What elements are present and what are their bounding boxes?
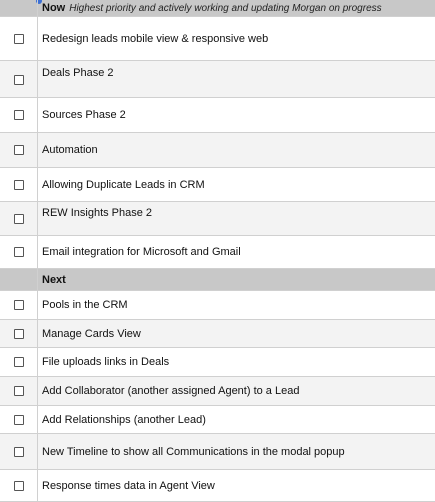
task-label: Add Collaborator (another assigned Agent) to a Lead	[42, 385, 300, 397]
task-label: New Timeline to show all Communications in the modal popup	[42, 446, 345, 458]
task-label: Email integration for Microsoft and Gmail	[42, 246, 241, 258]
task-label: REW Insights Phase 2	[42, 207, 153, 219]
task-row	[0, 434, 435, 470]
now-note: Highest priority and actively working and updating Morgan on progress	[69, 3, 382, 14]
task-checkbox[interactable]	[14, 481, 24, 491]
task-checkbox[interactable]	[14, 180, 24, 190]
header-blank-cell	[0, 0, 38, 16]
task-label: Redesign leads mobile view & responsive web	[42, 33, 269, 45]
task-checkbox[interactable]	[14, 415, 24, 425]
task-row	[0, 470, 435, 502]
task-checkbox[interactable]	[14, 214, 24, 224]
task-label: Response times data in Agent View	[42, 480, 215, 492]
task-checkbox[interactable]	[14, 329, 24, 339]
task-row	[0, 98, 435, 133]
task-row	[0, 202, 435, 236]
next-header-row	[0, 269, 435, 291]
now-header-cell	[38, 0, 435, 16]
task-row	[0, 348, 435, 377]
now-label: Now	[42, 2, 66, 14]
task-label: Automation	[42, 144, 98, 156]
task-checkbox[interactable]	[14, 34, 24, 44]
task-row	[0, 133, 435, 168]
task-label: Manage Cards View	[42, 328, 141, 340]
task-row	[0, 320, 435, 348]
task-checkbox[interactable]	[14, 447, 24, 457]
task-label: Pools in the CRM	[42, 299, 128, 311]
task-row	[0, 377, 435, 406]
task-checkbox[interactable]	[14, 75, 24, 85]
task-checkbox[interactable]	[14, 110, 24, 120]
task-label: File uploads links in Deals	[42, 356, 170, 368]
task-row	[0, 17, 435, 61]
task-row	[0, 406, 435, 434]
task-checkbox[interactable]	[14, 386, 24, 396]
task-checkbox[interactable]	[14, 145, 24, 155]
task-label: Allowing Duplicate Leads in CRM	[42, 179, 205, 191]
task-checkbox[interactable]	[14, 247, 24, 257]
now-header-row	[0, 0, 435, 17]
header-blank-cell	[0, 269, 38, 290]
task-row	[0, 61, 435, 98]
task-label: Sources Phase 2	[42, 109, 126, 121]
task-label: Deals Phase 2	[42, 67, 114, 79]
next-header-label: Next	[42, 274, 66, 286]
task-checkbox[interactable]	[14, 357, 24, 367]
task-checkbox[interactable]	[14, 300, 24, 310]
task-row	[0, 168, 435, 202]
task-row	[0, 291, 435, 320]
task-row	[0, 236, 435, 269]
task-label: Add Relationships (another Lead)	[42, 414, 206, 426]
